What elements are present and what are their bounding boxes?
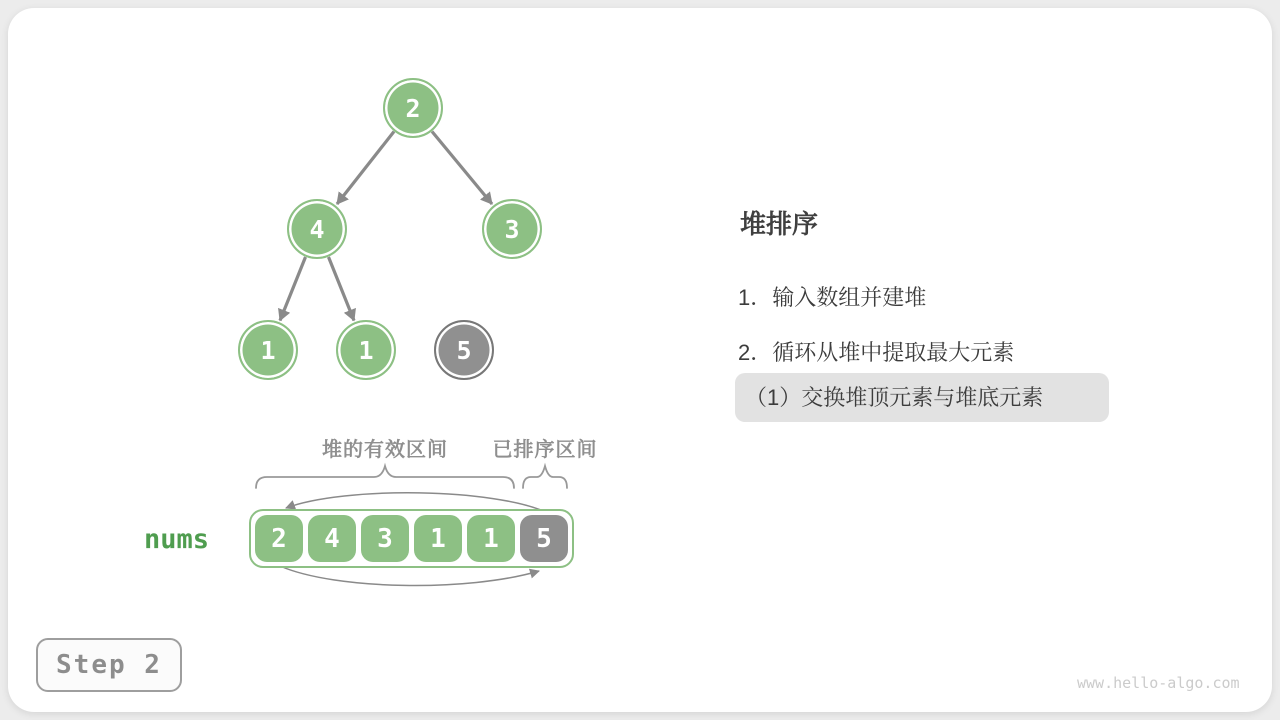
array-cell-sorted: 5 (520, 515, 568, 562)
panel-title: 堆排序 (740, 209, 819, 239)
heap-range-label: 堆的有效区间 (322, 439, 448, 461)
sorted-range-label: 已排序区间 (492, 439, 598, 461)
array-name-label: nums (144, 524, 210, 555)
array-cell: 1 (467, 515, 515, 562)
swap-arrow-bottom (280, 566, 539, 585)
sorted-range-brace (523, 466, 567, 488)
heap-range-brace (256, 466, 514, 488)
nums-array (249, 509, 574, 568)
panel-step-item: 1．输入数组并建堆 (738, 285, 927, 310)
watermark: www.hello-algo.com (1077, 674, 1240, 692)
tree-node: 2 (383, 78, 443, 138)
array-cell: 2 (255, 515, 303, 562)
array-cell: 3 (361, 515, 409, 562)
tree-node: 4 (287, 199, 347, 259)
array-cell: 1 (414, 515, 462, 562)
panel-highlighted-step: （1）交换堆顶元素与堆底元素 (735, 373, 1109, 422)
array-cell: 4 (308, 515, 356, 562)
tree-node: 1 (336, 320, 396, 380)
tree-node: 1 (238, 320, 298, 380)
step-badge: Step 2 (36, 638, 182, 692)
tree-node: 3 (482, 199, 542, 259)
panel-step-item: 2．循环从堆中提取最大元素 (738, 340, 1015, 365)
tree-node-sorted: 5 (434, 320, 494, 380)
